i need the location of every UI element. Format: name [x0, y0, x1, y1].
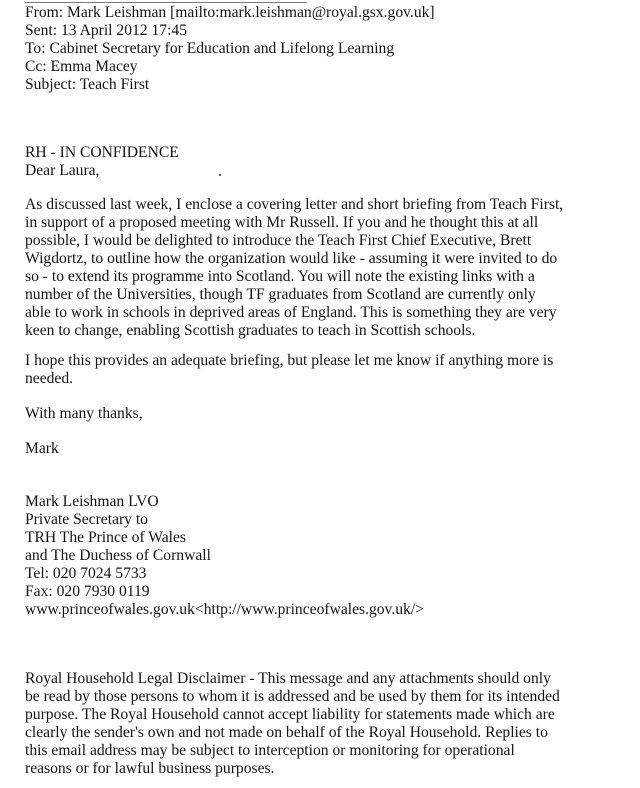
disclaimer-line: reasons or for lawful business purposes.: [25, 760, 275, 777]
to-line: To: Cabinet Secretary for Education and Lifelong Learning: [25, 40, 395, 57]
disclaimer-line: be read by those persons to whom it is addressed and be used by them for its intended: [25, 688, 560, 705]
paragraph-line: possible, I would be delighted to introduce the Teach First Chief Executive, Brett: [25, 232, 532, 249]
signoff-name: Mark: [25, 440, 59, 457]
signoff: [25, 440, 59, 458]
paragraph-line: so - to extend its programme into Scotland. You will note the existing links with a: [25, 268, 535, 285]
paragraph-line: in support of a proposed meeting with Mr Russell. If you and he thought this at all: [25, 214, 539, 231]
scan-speck: [219, 174, 221, 176]
paragraph-line: needed.: [25, 370, 74, 387]
paragraph-line: I hope this provides an adequate briefing, but please let me know if anything more is: [25, 352, 554, 369]
signature-fax: Fax: 020 7930 0119: [25, 583, 150, 600]
cc-line: Cc: Emma Macey: [25, 58, 138, 75]
disclaimer-line: purpose. The Royal Household cannot accept liability for statements made which are: [25, 706, 555, 723]
closing-line: With many thanks,: [25, 405, 143, 422]
classification-block: [25, 144, 179, 180]
disclaimer-line: Royal Household Legal Disclaimer - This message and any attachments should only: [25, 670, 551, 687]
from-line: From: Mark Leishman [mailto:mark.leishman@royal.gsx.gov.uk]: [25, 4, 435, 21]
paragraph-line: As discussed last week, I enclose a covering letter and short briefing from Teach First,: [25, 196, 564, 213]
paragraph-line: Wigdortz, to outline how the organization would like - assuming it were invited to do: [25, 250, 558, 267]
signature-title: Private Secretary to: [25, 511, 148, 528]
signature-block: [25, 493, 424, 619]
sent-line: Sent: 13 April 2012 17:45: [25, 22, 188, 39]
subject-line: Subject: Teach First: [25, 76, 150, 93]
paragraph-line: able to work in schools in deprived areas of England. This is something they are very: [25, 304, 557, 321]
legal-disclaimer: [25, 670, 560, 778]
header-divider: [25, 2, 307, 3]
salutation: Dear Laura,: [25, 162, 100, 179]
disclaimer-line: this email address may be subject to interception or monitoring for operational: [25, 742, 515, 759]
body-paragraph-1: [25, 196, 563, 340]
closing: [25, 405, 143, 423]
body-paragraph-2: [25, 352, 553, 388]
paragraph-line: keen to change, enabling Scottish graduates to teach in Scottish schools.: [25, 322, 476, 339]
disclaimer-line: clearly the sender's own and not made on behalf of the Royal Household. Replies to: [25, 724, 548, 741]
paragraph-line: number of the Universities, though TF graduates from Scotland are currently only: [25, 286, 536, 303]
signature-name: Mark Leishman LVO: [25, 493, 159, 510]
email-header: [25, 4, 435, 94]
signature-tel: Tel: 020 7024 5733: [25, 565, 147, 582]
signature-web-link[interactable]: www.princeofwales.gov.uk<http://www.princeofwales.gov.uk/>: [25, 601, 424, 618]
classification-label: RH - IN CONFIDENCE: [25, 144, 179, 161]
signature-title: TRH The Prince of Wales: [25, 529, 187, 546]
signature-title: and The Duchess of Cornwall: [25, 547, 211, 564]
